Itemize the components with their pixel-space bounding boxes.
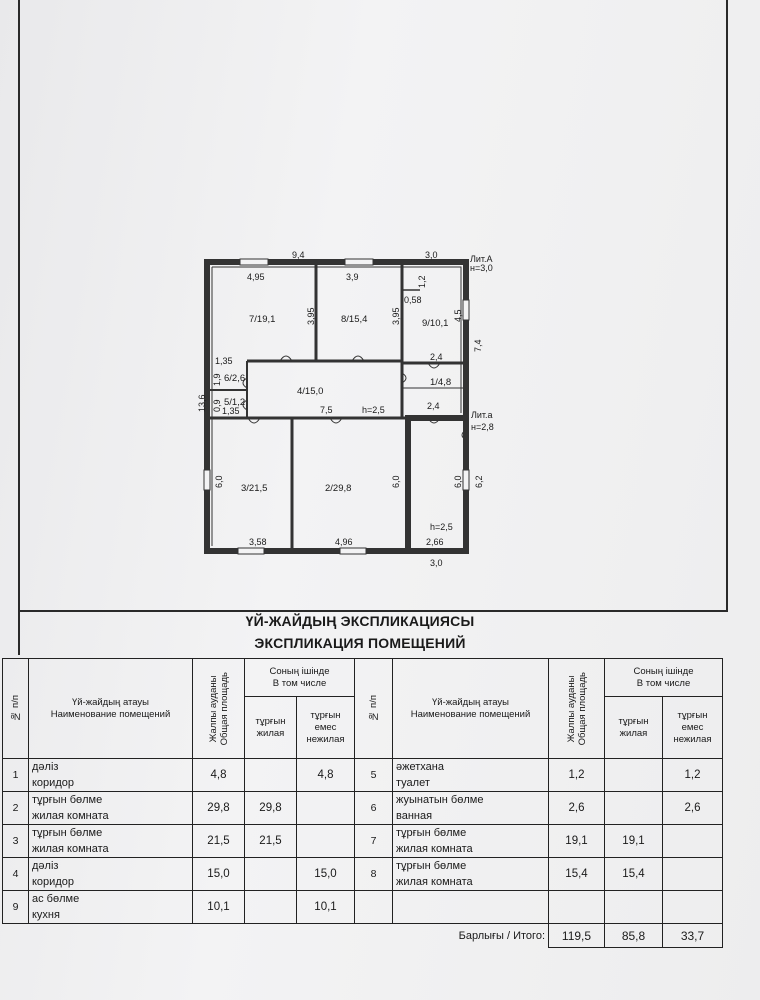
room-label-3: 3/21,5 <box>241 483 268 494</box>
header-nonliving-left: тұрғын емес нежилая <box>297 697 355 759</box>
explication-table <box>2 658 723 948</box>
dim-right-length: 7,4 <box>473 339 483 352</box>
header-name-left: Үй-жайдың атауы Наименование помещений <box>29 659 193 759</box>
room-label-8: 8/15,4 <box>341 314 368 325</box>
title-kz: ҮЙ-ЖАЙДЫҢ ЭКСПЛИКАЦИЯСЫ <box>245 613 475 629</box>
header-living-right: тұрғын жилая <box>605 697 663 759</box>
header-num-right: № п/п <box>355 659 393 759</box>
dim-corridor-len: 7,5 <box>320 405 333 415</box>
dim-right-bottom-width: 3,0 <box>430 558 443 568</box>
window-r2 <box>340 548 366 554</box>
header-num-left: № п/п <box>3 659 29 759</box>
dim-right-top-width: 3,0 <box>425 250 438 260</box>
dim-overall-depth: 13,6 <box>197 394 207 412</box>
dim-r6-width: 1,35 <box>215 356 233 366</box>
header-name-right: Үй-жайдың атауы Наименование помещений <box>393 659 549 759</box>
title-ru: ЭКСПЛИКАЦИЯ ПОМЕЩЕНИЙ <box>254 635 466 651</box>
table-row: 2 тұрғын бөлме жилая комната 29,8 29,8 6 жуынатын бөлме ванная 2,6 2,6 <box>3 792 723 825</box>
window-r8 <box>345 259 373 265</box>
window-r9 <box>463 300 469 320</box>
dim-r9-height: 4,5 <box>453 309 463 322</box>
header-nonliving-right: тұрғын емес нежилая <box>663 697 723 759</box>
room-label-9: 9/10,1 <box>422 318 449 329</box>
dim-r8-width: 3,9 <box>346 272 359 282</box>
table-row: 1 дәліз коридор 4,8 4,8 5 әжетхана туалет 1,2 1,2 <box>3 759 723 792</box>
dim-r5-height: 0,9 <box>212 399 222 412</box>
window-r3-left <box>204 470 210 490</box>
table-row: 4 дәліз коридор 15,0 15,0 8 тұрғын бөлме жилая комната 15,4 15,4 <box>3 858 723 891</box>
dim-r3-height: 6,0 <box>214 475 224 488</box>
room-label-7: 7/19,1 <box>249 314 276 325</box>
window-r7 <box>240 259 268 265</box>
room-label-1: 1/4,8 <box>430 377 452 388</box>
header-area-left: Жалпы ауданы Общая площадь <box>193 659 245 759</box>
header-area-right: Жалпы ауданы Общая площадь <box>549 659 605 759</box>
dim-r9-small: 0,58 <box>404 295 422 305</box>
table-row: 9 ас бөлме кухня 10,1 10,1 <box>3 891 723 924</box>
dim-r7-width: 4,95 <box>247 272 265 282</box>
header-living-left: тұрғын жилая <box>245 697 297 759</box>
dim-corridor-h: h=2,5 <box>362 405 385 415</box>
window-annex <box>463 470 469 490</box>
header-incl-left: Соның ішінде В том числе <box>245 659 355 697</box>
dim-r6-height: 1,9 <box>212 373 222 386</box>
frame-bottom-border <box>18 610 728 612</box>
window-r3 <box>238 548 264 554</box>
dim-annex-right-length: 6,2 <box>474 475 484 488</box>
totals-row <box>3 924 723 948</box>
dim-r5-width: 1,35 <box>222 406 240 416</box>
room-label-2: 2/29,8 <box>325 483 352 494</box>
totals-total: 119,5 <box>549 924 605 948</box>
dim-r9-wc: 1,2 <box>417 275 427 288</box>
dim-r2-height: 6,0 <box>391 475 401 488</box>
table-row: 3 тұрғын бөлме жилая комната 21,5 21,5 7 тұрғын бөлме жилая комната 19,1 19,1 <box>3 825 723 858</box>
dim-r2-width: 4,96 <box>335 537 353 547</box>
dim-r3-width: 3,58 <box>249 537 267 547</box>
dim-r1-top: 2,4 <box>430 352 443 362</box>
totals-label: Барлығы / Итого: <box>355 924 549 948</box>
lit-annex: Лит.а <box>471 410 493 420</box>
dim-r7-height: 3,95 <box>306 307 316 325</box>
lit-annex-height: н=2,8 <box>471 422 494 432</box>
totals-nonliving: 33,7 <box>663 924 723 948</box>
dim-r1-bottom: 2,4 <box>427 401 440 411</box>
room-label-5: 5/1,2 <box>224 397 246 408</box>
dim-overall-width: 9,4 <box>292 250 305 260</box>
totals-living: 85,8 <box>605 924 663 948</box>
header-incl-right: Соның ішінде В том числе <box>605 659 723 697</box>
dim-annex-width: 2,66 <box>426 537 444 547</box>
dim-r8-height: 3,95 <box>391 307 401 325</box>
outer-wall-main-inner <box>212 267 461 546</box>
lit-main: Лит.А <box>470 254 493 264</box>
room-label-4: 4/15,0 <box>297 386 324 397</box>
dim-annex-h: h=2,5 <box>430 522 453 532</box>
lit-main-height: н=3,0 <box>470 263 493 273</box>
room-label-6: 6/2,6 <box>224 373 246 384</box>
dim-annex-inner-height: 6,0 <box>453 475 463 488</box>
